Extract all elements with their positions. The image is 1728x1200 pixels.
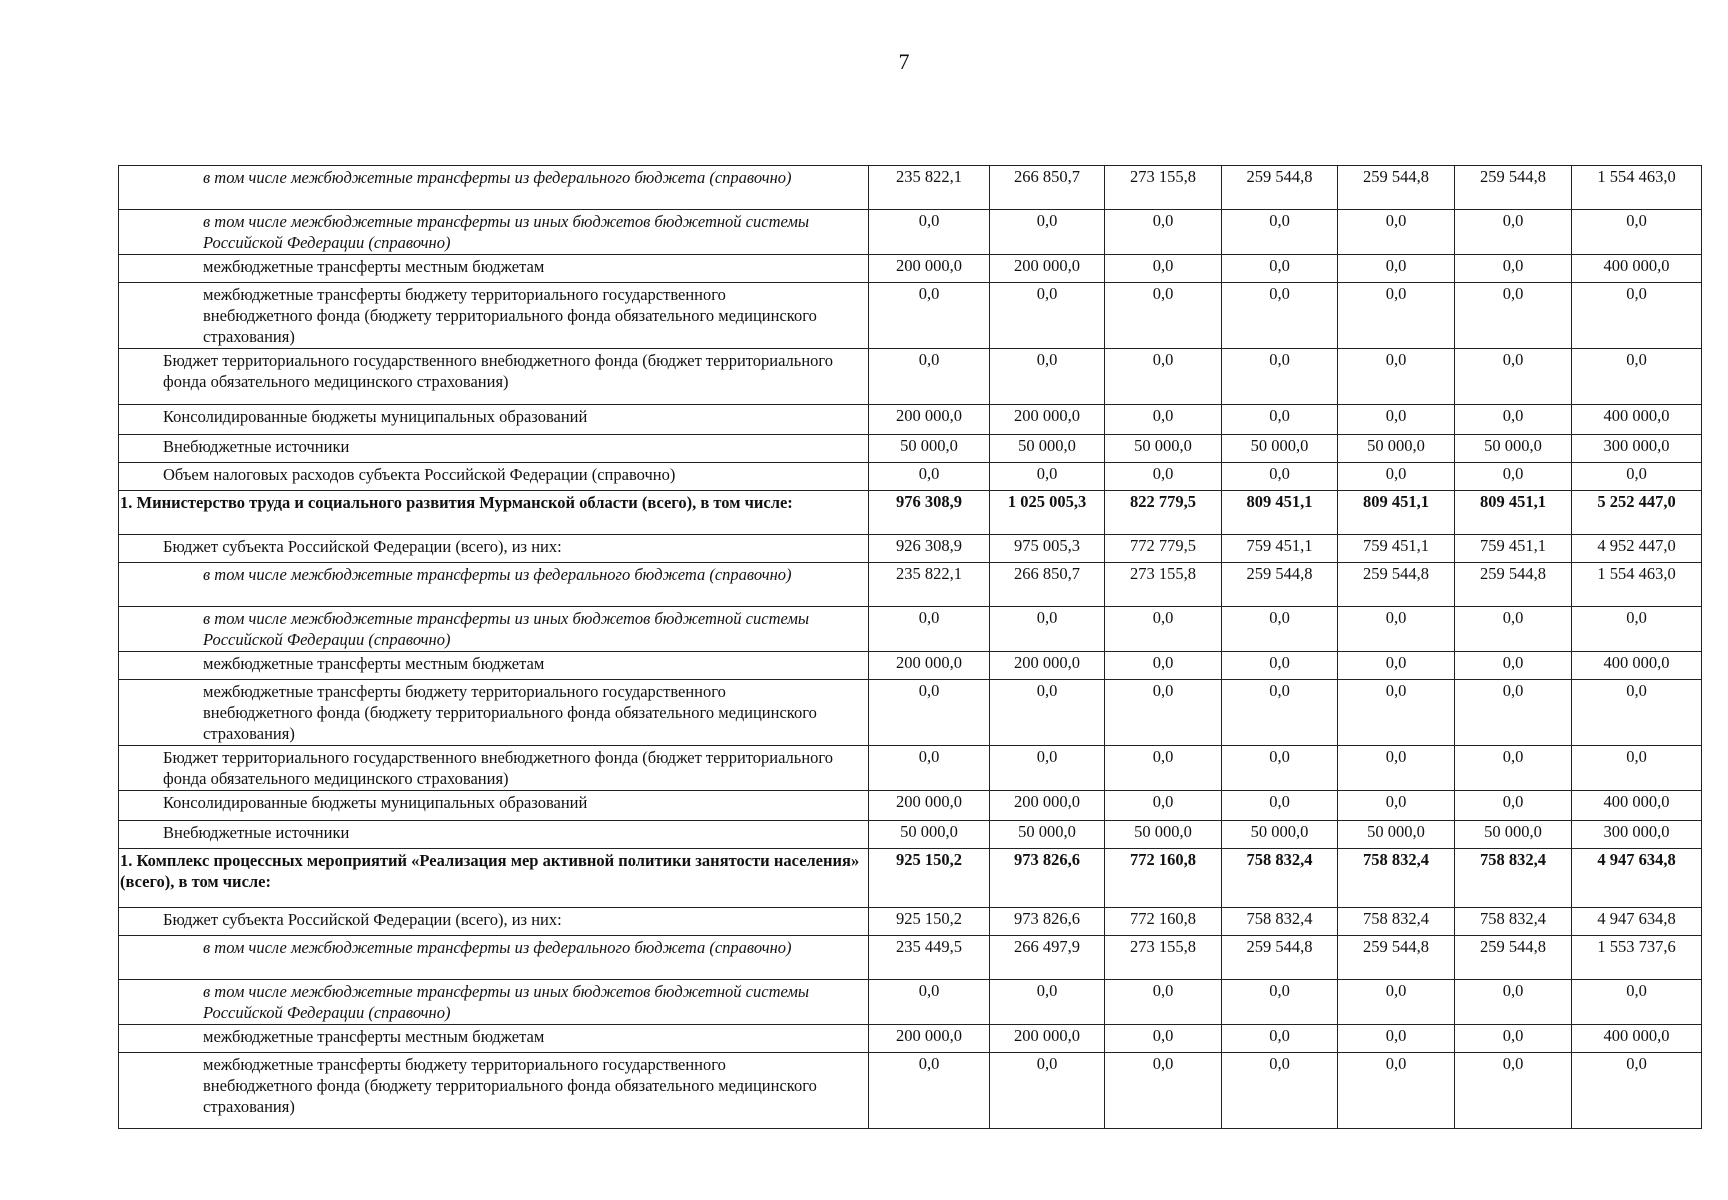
cell-total: 400 000,0	[1572, 791, 1702, 821]
cell-total: 0,0	[1572, 1053, 1702, 1129]
cell-year-4: 0,0	[1222, 349, 1338, 405]
cell-year-6: 0,0	[1455, 283, 1572, 349]
cell-year-3: 0,0	[1105, 680, 1222, 746]
cell-year-1: 235 822,1	[869, 563, 990, 607]
table-row	[119, 1025, 1702, 1053]
cell-year-5: 259 544,8	[1338, 166, 1455, 210]
cell-year-3: 0,0	[1105, 210, 1222, 255]
cell-year-6: 0,0	[1455, 1025, 1572, 1053]
cell-year-6: 0,0	[1455, 980, 1572, 1025]
cell-year-3: 0,0	[1105, 283, 1222, 349]
row-label: Бюджет территориального государственного внебюджетного фонда (бюджет территориального фонда обязательного медицинского страхования)	[119, 746, 869, 791]
cell-year-5: 259 544,8	[1338, 936, 1455, 980]
cell-year-2: 200 000,0	[990, 405, 1105, 435]
cell-total: 400 000,0	[1572, 405, 1702, 435]
cell-year-5: 0,0	[1338, 607, 1455, 652]
cell-year-1: 0,0	[869, 283, 990, 349]
cell-year-4: 50 000,0	[1222, 821, 1338, 849]
cell-total: 0,0	[1572, 746, 1702, 791]
cell-year-5: 0,0	[1338, 1025, 1455, 1053]
table-row	[119, 166, 1702, 210]
table-row	[119, 980, 1702, 1025]
cell-year-6: 0,0	[1455, 349, 1572, 405]
cell-total: 400 000,0	[1572, 255, 1702, 283]
row-label: в том числе межбюджетные трансферты из иных бюджетов бюджетной системы Российской Федерации (справочно)	[119, 607, 869, 652]
cell-year-4: 759 451,1	[1222, 535, 1338, 563]
cell-year-2: 200 000,0	[990, 791, 1105, 821]
row-label: в том числе межбюджетные трансферты из иных бюджетов бюджетной системы Российской Федерации (справочно)	[119, 210, 869, 255]
table-row	[119, 936, 1702, 980]
cell-year-3: 822 779,5	[1105, 491, 1222, 535]
cell-year-5: 0,0	[1338, 1053, 1455, 1129]
cell-year-1: 0,0	[869, 980, 990, 1025]
cell-year-4: 0,0	[1222, 1053, 1338, 1129]
cell-year-4: 0,0	[1222, 607, 1338, 652]
cell-year-5: 809 451,1	[1338, 491, 1455, 535]
table-row	[119, 652, 1702, 680]
cell-total: 0,0	[1572, 349, 1702, 405]
cell-year-5: 0,0	[1338, 746, 1455, 791]
row-label: межбюджетные трансферты бюджету территориального государственного внебюджетного фонда (бюджету территориального фонда обязательного медицинского страхования)	[119, 283, 869, 349]
page-number: 7	[898, 49, 910, 74]
cell-year-3: 273 155,8	[1105, 166, 1222, 210]
cell-year-2: 0,0	[990, 680, 1105, 746]
cell-year-3: 0,0	[1105, 463, 1222, 491]
cell-year-5: 50 000,0	[1338, 821, 1455, 849]
row-label: Консолидированные бюджеты муниципальных образований	[119, 405, 869, 435]
cell-year-5: 0,0	[1338, 255, 1455, 283]
cell-year-6: 0,0	[1455, 607, 1572, 652]
table-row	[119, 349, 1702, 405]
cell-year-4: 0,0	[1222, 210, 1338, 255]
row-label: в том числе межбюджетные трансферты из федерального бюджета (справочно)	[119, 936, 869, 980]
cell-total: 5 252 447,0	[1572, 491, 1702, 535]
cell-year-4: 0,0	[1222, 405, 1338, 435]
cell-year-5: 758 832,4	[1338, 908, 1455, 936]
cell-year-5: 259 544,8	[1338, 563, 1455, 607]
cell-year-4: 758 832,4	[1222, 908, 1338, 936]
budget-table	[118, 165, 1702, 1129]
cell-year-1: 200 000,0	[869, 255, 990, 283]
cell-year-6: 759 451,1	[1455, 535, 1572, 563]
row-label: Внебюджетные источники	[119, 435, 869, 463]
cell-total: 0,0	[1572, 607, 1702, 652]
cell-year-2: 200 000,0	[990, 1025, 1105, 1053]
cell-year-6: 50 000,0	[1455, 821, 1572, 849]
cell-total: 1 554 463,0	[1572, 563, 1702, 607]
cell-year-6: 0,0	[1455, 463, 1572, 491]
row-label: межбюджетные трансферты бюджету территориального государственного внебюджетного фонда (бюджету территориального фонда обязательного медицинского страхования)	[119, 1053, 869, 1129]
cell-total: 0,0	[1572, 210, 1702, 255]
cell-year-6: 0,0	[1455, 652, 1572, 680]
cell-year-1: 0,0	[869, 607, 990, 652]
cell-year-1: 200 000,0	[869, 405, 990, 435]
cell-year-2: 0,0	[990, 607, 1105, 652]
cell-year-4: 0,0	[1222, 746, 1338, 791]
cell-year-2: 0,0	[990, 210, 1105, 255]
cell-total: 400 000,0	[1572, 652, 1702, 680]
cell-total: 4 947 634,8	[1572, 849, 1702, 908]
cell-year-1: 0,0	[869, 349, 990, 405]
cell-year-4: 259 544,8	[1222, 563, 1338, 607]
cell-year-1: 50 000,0	[869, 821, 990, 849]
cell-year-6: 758 832,4	[1455, 908, 1572, 936]
cell-year-3: 772 779,5	[1105, 535, 1222, 563]
cell-year-2: 975 005,3	[990, 535, 1105, 563]
cell-year-1: 0,0	[869, 463, 990, 491]
cell-year-1: 200 000,0	[869, 1025, 990, 1053]
cell-year-2: 0,0	[990, 349, 1105, 405]
row-label: межбюджетные трансферты местным бюджетам	[119, 652, 869, 680]
table-row	[119, 210, 1702, 255]
table-row	[119, 283, 1702, 349]
cell-year-5: 0,0	[1338, 405, 1455, 435]
cell-year-1: 200 000,0	[869, 652, 990, 680]
cell-year-2: 266 850,7	[990, 166, 1105, 210]
cell-year-4: 259 544,8	[1222, 936, 1338, 980]
cell-year-6: 0,0	[1455, 791, 1572, 821]
cell-year-2: 0,0	[990, 283, 1105, 349]
table-row	[119, 491, 1702, 535]
table-row	[119, 255, 1702, 283]
cell-year-1: 0,0	[869, 680, 990, 746]
cell-year-3: 772 160,8	[1105, 849, 1222, 908]
cell-year-2: 0,0	[990, 746, 1105, 791]
cell-year-3: 0,0	[1105, 255, 1222, 283]
table-row	[119, 435, 1702, 463]
cell-year-4: 0,0	[1222, 255, 1338, 283]
cell-year-2: 50 000,0	[990, 435, 1105, 463]
cell-year-4: 50 000,0	[1222, 435, 1338, 463]
cell-year-5: 0,0	[1338, 980, 1455, 1025]
row-label: межбюджетные трансферты местным бюджетам	[119, 1025, 869, 1053]
cell-total: 1 553 737,6	[1572, 936, 1702, 980]
table-row	[119, 405, 1702, 435]
table-row	[119, 607, 1702, 652]
cell-year-4: 0,0	[1222, 980, 1338, 1025]
cell-year-6: 0,0	[1455, 255, 1572, 283]
cell-year-2: 200 000,0	[990, 255, 1105, 283]
cell-year-6: 50 000,0	[1455, 435, 1572, 463]
cell-year-3: 0,0	[1105, 791, 1222, 821]
cell-total: 300 000,0	[1572, 821, 1702, 849]
table-row	[119, 791, 1702, 821]
cell-year-5: 0,0	[1338, 791, 1455, 821]
cell-year-2: 0,0	[990, 463, 1105, 491]
table-row	[119, 849, 1702, 908]
row-label: Бюджет территориального государственного внебюджетного фонда (бюджет территориального фонда обязательного медицинского страхования)	[119, 349, 869, 405]
cell-total: 0,0	[1572, 680, 1702, 746]
cell-year-5: 0,0	[1338, 210, 1455, 255]
cell-year-1: 0,0	[869, 1053, 990, 1129]
cell-year-6: 758 832,4	[1455, 849, 1572, 908]
cell-year-1: 0,0	[869, 210, 990, 255]
cell-year-3: 0,0	[1105, 980, 1222, 1025]
row-label: 1. Комплекс процессных мероприятий «Реализация мер активной политики занятости населения» (всего), в том числе:	[119, 849, 869, 908]
cell-year-4: 0,0	[1222, 283, 1338, 349]
table-row	[119, 680, 1702, 746]
cell-year-6: 0,0	[1455, 210, 1572, 255]
row-label: межбюджетные трансферты бюджету территориального государственного внебюджетного фонда (бюджету территориального фонда обязательного медицинского страхования)	[119, 680, 869, 746]
cell-year-3: 50 000,0	[1105, 821, 1222, 849]
cell-year-5: 0,0	[1338, 652, 1455, 680]
cell-year-6: 0,0	[1455, 746, 1572, 791]
cell-year-4: 0,0	[1222, 463, 1338, 491]
cell-year-6: 0,0	[1455, 1053, 1572, 1129]
row-label: Внебюджетные источники	[119, 821, 869, 849]
table-row	[119, 535, 1702, 563]
cell-year-3: 0,0	[1105, 1025, 1222, 1053]
row-label: Объем налоговых расходов субъекта Российской Федерации (справочно)	[119, 463, 869, 491]
cell-year-4: 0,0	[1222, 791, 1338, 821]
cell-year-6: 0,0	[1455, 405, 1572, 435]
table-row	[119, 563, 1702, 607]
cell-year-6: 809 451,1	[1455, 491, 1572, 535]
cell-year-1: 926 308,9	[869, 535, 990, 563]
cell-year-2: 0,0	[990, 1053, 1105, 1129]
cell-year-1: 50 000,0	[869, 435, 990, 463]
cell-year-2: 266 497,9	[990, 936, 1105, 980]
cell-year-4: 0,0	[1222, 1025, 1338, 1053]
cell-total: 0,0	[1572, 463, 1702, 491]
table-row	[119, 908, 1702, 936]
cell-year-5: 50 000,0	[1338, 435, 1455, 463]
cell-year-6: 259 544,8	[1455, 563, 1572, 607]
cell-total: 400 000,0	[1572, 1025, 1702, 1053]
cell-year-5: 0,0	[1338, 283, 1455, 349]
row-label: межбюджетные трансферты местным бюджетам	[119, 255, 869, 283]
cell-year-1: 925 150,2	[869, 849, 990, 908]
table-row	[119, 821, 1702, 849]
cell-year-1: 925 150,2	[869, 908, 990, 936]
cell-year-3: 50 000,0	[1105, 435, 1222, 463]
cell-year-3: 0,0	[1105, 607, 1222, 652]
cell-year-1: 976 308,9	[869, 491, 990, 535]
row-label: в том числе межбюджетные трансферты из федерального бюджета (справочно)	[119, 166, 869, 210]
cell-year-3: 273 155,8	[1105, 936, 1222, 980]
row-label: Бюджет субъекта Российской Федерации (всего), из них:	[119, 535, 869, 563]
cell-year-4: 259 544,8	[1222, 166, 1338, 210]
cell-year-6: 259 544,8	[1455, 936, 1572, 980]
cell-total: 300 000,0	[1572, 435, 1702, 463]
cell-year-4: 0,0	[1222, 680, 1338, 746]
cell-year-1: 235 449,5	[869, 936, 990, 980]
cell-year-3: 0,0	[1105, 405, 1222, 435]
cell-year-2: 973 826,6	[990, 908, 1105, 936]
cell-year-5: 0,0	[1338, 349, 1455, 405]
cell-year-6: 259 544,8	[1455, 166, 1572, 210]
table-row	[119, 463, 1702, 491]
row-label: Бюджет субъекта Российской Федерации (всего), из них:	[119, 908, 869, 936]
cell-year-1: 235 822,1	[869, 166, 990, 210]
cell-year-1: 0,0	[869, 746, 990, 791]
cell-year-3: 772 160,8	[1105, 908, 1222, 936]
cell-year-5: 758 832,4	[1338, 849, 1455, 908]
cell-total: 1 554 463,0	[1572, 166, 1702, 210]
cell-year-3: 0,0	[1105, 652, 1222, 680]
row-label: в том числе межбюджетные трансферты из иных бюджетов бюджетной системы Российской Федерации (справочно)	[119, 980, 869, 1025]
cell-total: 4 952 447,0	[1572, 535, 1702, 563]
cell-year-3: 0,0	[1105, 746, 1222, 791]
cell-year-5: 0,0	[1338, 463, 1455, 491]
cell-year-5: 759 451,1	[1338, 535, 1455, 563]
table-row	[119, 1053, 1702, 1129]
cell-year-5: 0,0	[1338, 680, 1455, 746]
cell-year-4: 758 832,4	[1222, 849, 1338, 908]
row-label: 1. Министерство труда и социального развития Мурманской области (всего), в том числе:	[119, 491, 869, 535]
cell-total: 4 947 634,8	[1572, 908, 1702, 936]
cell-year-2: 973 826,6	[990, 849, 1105, 908]
cell-year-6: 0,0	[1455, 680, 1572, 746]
cell-year-2: 200 000,0	[990, 652, 1105, 680]
cell-year-4: 809 451,1	[1222, 491, 1338, 535]
cell-year-3: 273 155,8	[1105, 563, 1222, 607]
row-label: в том числе межбюджетные трансферты из федерального бюджета (справочно)	[119, 563, 869, 607]
cell-year-2: 1 025 005,3	[990, 491, 1105, 535]
cell-year-2: 0,0	[990, 980, 1105, 1025]
cell-year-1: 200 000,0	[869, 791, 990, 821]
cell-year-3: 0,0	[1105, 349, 1222, 405]
table-row	[119, 746, 1702, 791]
row-label: Консолидированные бюджеты муниципальных образований	[119, 791, 869, 821]
cell-year-2: 50 000,0	[990, 821, 1105, 849]
cell-total: 0,0	[1572, 283, 1702, 349]
cell-year-2: 266 850,7	[990, 563, 1105, 607]
cell-year-3: 0,0	[1105, 1053, 1222, 1129]
cell-year-4: 0,0	[1222, 652, 1338, 680]
cell-total: 0,0	[1572, 980, 1702, 1025]
